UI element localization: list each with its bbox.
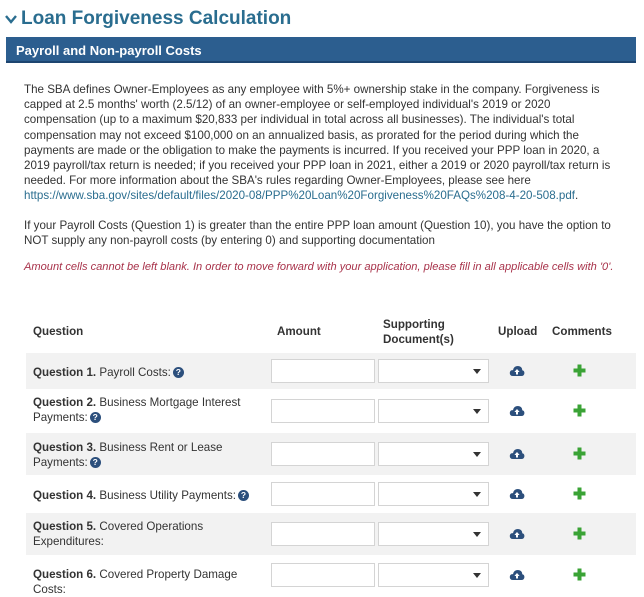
plus-icon[interactable] bbox=[573, 404, 586, 417]
header-upload: Upload bbox=[498, 325, 538, 338]
question-number: Question 3. bbox=[33, 441, 97, 454]
question-number: Question 1. bbox=[33, 366, 97, 379]
question-circle-icon[interactable]: ? bbox=[238, 490, 249, 501]
intro-after: . bbox=[575, 189, 579, 203]
plus-icon[interactable] bbox=[573, 447, 586, 460]
caret-down-icon bbox=[473, 492, 481, 497]
table-row bbox=[26, 433, 636, 475]
cloud-upload-icon[interactable] bbox=[509, 405, 525, 417]
plus-icon[interactable] bbox=[573, 527, 586, 540]
question-number: Question 2. bbox=[33, 396, 97, 409]
amount-input[interactable] bbox=[271, 482, 375, 506]
question-text: Business Utility Payments: bbox=[99, 489, 236, 502]
cloud-upload-icon[interactable] bbox=[509, 488, 525, 500]
question-label bbox=[33, 519, 268, 549]
amount-input[interactable] bbox=[271, 563, 375, 587]
blank-cells-warning: Amount cells cannot be left blank. In order to move forward with your application, please fill in all applicable cells with '0'. bbox=[24, 261, 614, 273]
amount-input[interactable] bbox=[271, 359, 375, 383]
intro-paragraph bbox=[24, 82, 624, 204]
question-number: Question 4. bbox=[33, 489, 97, 502]
sba-faq-link[interactable]: https://www.sba.gov/sites/default/files/2020-08/PPP%20Loan%20Forgiveness%20FAQs%208-4-20-508.pdf bbox=[24, 189, 576, 203]
header-question: Question bbox=[33, 325, 84, 338]
question-label bbox=[33, 567, 268, 597]
question-number: Question 5. bbox=[33, 520, 97, 533]
question-circle-icon[interactable]: ? bbox=[173, 367, 184, 378]
supporting-document-select[interactable] bbox=[378, 399, 489, 423]
amount-input[interactable] bbox=[271, 442, 375, 466]
table-row bbox=[26, 477, 636, 511]
caret-down-icon bbox=[473, 573, 481, 578]
supporting-document-select[interactable] bbox=[378, 442, 489, 466]
cloud-upload-icon[interactable] bbox=[509, 528, 525, 540]
question-label bbox=[33, 395, 268, 425]
header-comments: Comments bbox=[552, 325, 612, 338]
header-supporting: Supporting Document(s) bbox=[383, 318, 454, 346]
supporting-document-select[interactable] bbox=[378, 359, 489, 383]
caret-down-icon bbox=[473, 532, 481, 537]
amount-input[interactable] bbox=[271, 399, 375, 423]
table-row bbox=[26, 353, 636, 389]
chevron-down-icon[interactable] bbox=[4, 12, 18, 26]
question-circle-icon[interactable]: ? bbox=[90, 457, 101, 468]
panel-header: Payroll and Non-payroll Costs bbox=[6, 37, 636, 63]
table-row bbox=[26, 513, 636, 555]
cloud-upload-icon[interactable] bbox=[509, 569, 525, 581]
supporting-document-select[interactable] bbox=[378, 522, 489, 546]
question-number: Question 6. bbox=[33, 568, 97, 581]
table-header bbox=[0, 316, 644, 350]
plus-icon[interactable] bbox=[573, 568, 586, 581]
supporting-document-select[interactable] bbox=[378, 482, 489, 506]
amount-input[interactable] bbox=[271, 522, 375, 546]
question-label bbox=[33, 365, 268, 380]
caret-down-icon bbox=[473, 369, 481, 374]
header-amount: Amount bbox=[277, 325, 321, 338]
page-title[interactable] bbox=[4, 6, 291, 32]
question-circle-icon[interactable]: ? bbox=[90, 412, 101, 423]
question-text: Covered Property Damage Costs: bbox=[33, 568, 238, 596]
question-label bbox=[33, 488, 268, 503]
caret-down-icon bbox=[473, 452, 481, 457]
question-text: Business Rent or Lease Payments: bbox=[33, 441, 223, 469]
supporting-document-select[interactable] bbox=[378, 563, 489, 587]
cloud-upload-icon[interactable] bbox=[509, 365, 525, 377]
cloud-upload-icon[interactable] bbox=[509, 448, 525, 460]
plus-icon[interactable] bbox=[573, 364, 586, 377]
non-payroll-note: If your Payroll Costs (Question 1) is greater than the entire PPP loan amount (Question 10), you have the option to NOT supply any non-payroll costs (by entering 0) and supporting documentation bbox=[24, 219, 611, 248]
table-row bbox=[26, 557, 636, 596]
plus-icon[interactable] bbox=[573, 487, 586, 500]
question-text: Business Mortgage Interest Payments: bbox=[33, 396, 241, 424]
table-row bbox=[26, 391, 636, 431]
caret-down-icon bbox=[473, 409, 481, 414]
intro-text: The SBA defines Owner-Employees as any employee with 5%+ ownership stake in the company. Forgiveness is capped at 2.5 months' worth (2.5/12) of an owner-employee or self-employed individual's 2019 or 2020 compensation (up to a maximum $20,833 per individual in total across all businesses). The individual's total compensation may not exceed $100,000 on an annualized basis, as prorated for the period during which the payments are made or the obligation to make the payments is incurred. If you received your PPP loan in 2020, a 2019 payroll/tax return is needed; if you received your PPP loan in 2021, either a 2019 or 2020 payroll/tax return is needed. For more information about the SBA's rules regarding Owner-Employees, please see here bbox=[24, 83, 611, 188]
page-title-text: Loan Forgiveness Calculation bbox=[21, 8, 292, 29]
question-label bbox=[33, 440, 268, 470]
question-text: Covered Operations Expenditures: bbox=[33, 520, 204, 548]
question-text: Payroll Costs: bbox=[99, 366, 171, 379]
